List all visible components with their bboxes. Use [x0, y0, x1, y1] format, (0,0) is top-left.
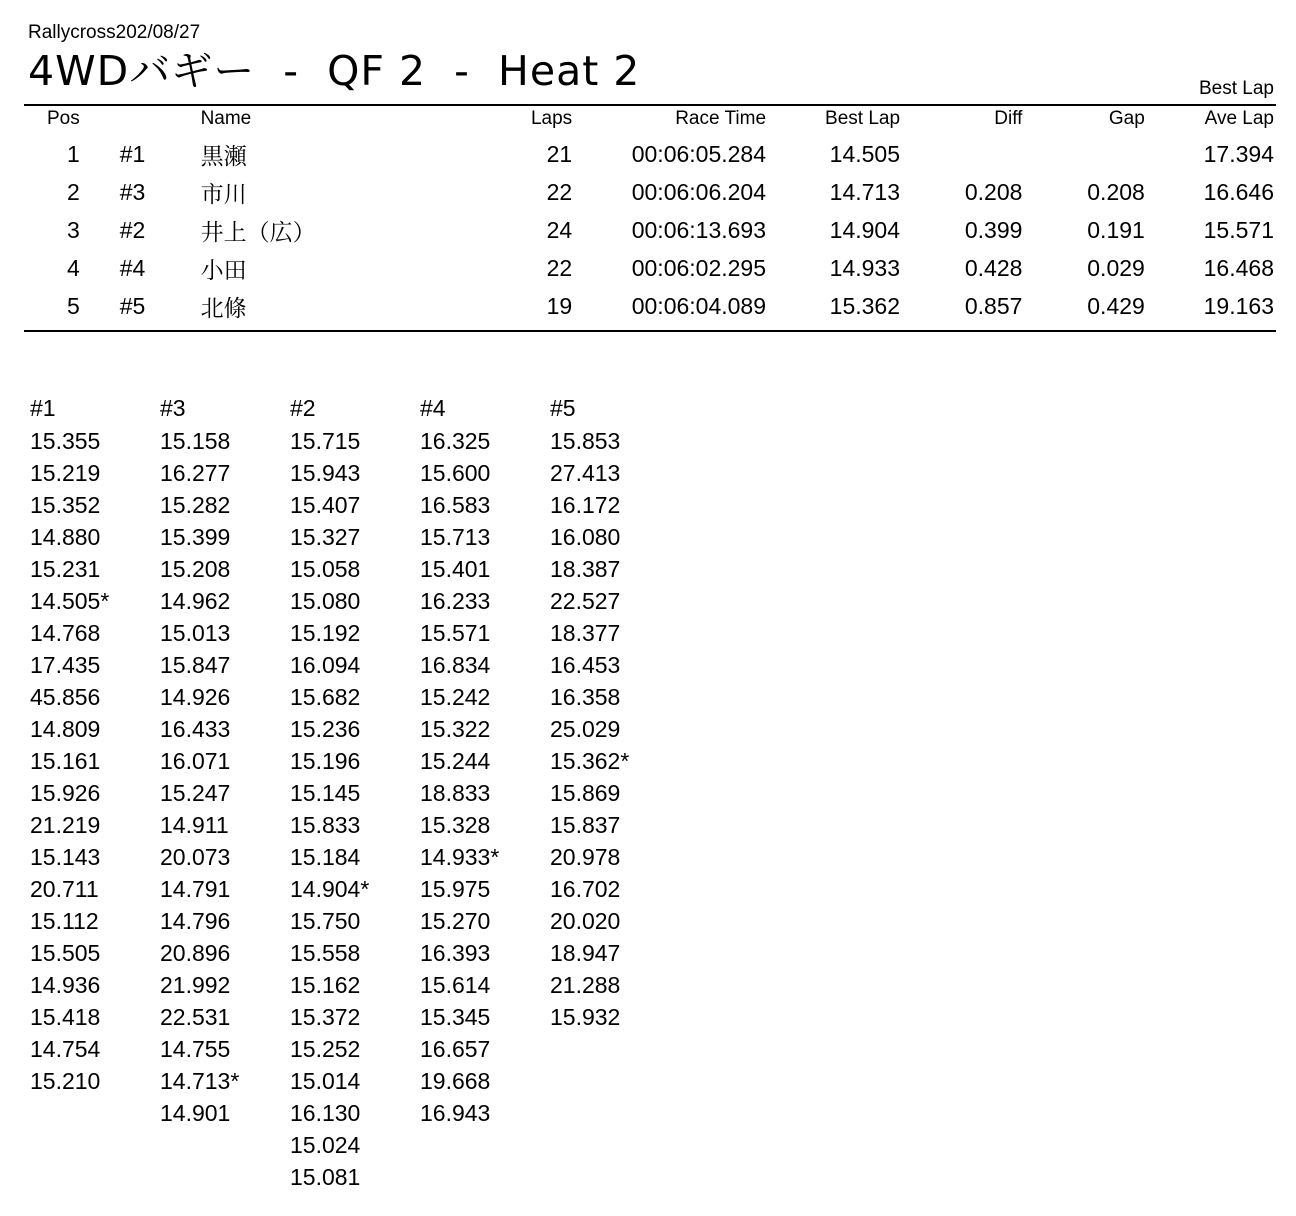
lap-value: 15.614: [420, 972, 491, 998]
lap-value: 15.014: [290, 1068, 361, 1094]
lap-value: 15.600: [420, 460, 491, 486]
lap-value: 16.094: [290, 652, 361, 678]
lap-times-section: [24, 392, 1276, 1193]
cell-gap: 0.429: [1087, 293, 1145, 319]
lap-value: 14.901: [160, 1100, 231, 1126]
lap-value: 15.208: [160, 556, 231, 582]
best-lap-legend: Best Lap: [1199, 78, 1274, 99]
lap-value: 16.358: [550, 684, 621, 710]
lap-column-1: [30, 392, 160, 1193]
cell-laps: 19: [546, 293, 573, 319]
lap-value: 15.399: [160, 524, 231, 550]
lap-value: 18.387: [550, 556, 621, 582]
lap-value: 16.172: [550, 492, 621, 518]
column-header-gap: Gap: [1108, 108, 1145, 129]
cell-car: #5: [119, 293, 146, 319]
cell-ave-lap: 16.468: [1203, 255, 1274, 281]
lap-column-5: [550, 392, 680, 1193]
lap-value: 27.413: [550, 460, 621, 486]
lap-value: 15.345: [420, 1004, 491, 1030]
lap-value: 16.657: [420, 1036, 491, 1062]
lap-value: 16.943: [420, 1100, 491, 1126]
lap-value: 14.755: [160, 1036, 231, 1062]
lap-value: 15.932: [550, 1004, 621, 1030]
cell-best-lap: 14.505: [829, 141, 901, 167]
lap-value: 21.219: [30, 812, 101, 838]
cell-ave-lap: 19.163: [1203, 293, 1274, 319]
cell-race-time: 00:06:06.204: [631, 179, 767, 205]
lap-value: 15.327: [290, 524, 361, 550]
lap-value: 15.418: [30, 1004, 101, 1030]
lap-value: 14.926: [160, 684, 231, 710]
lap-value: 15.196: [290, 748, 361, 774]
column-header-best-lap: Best Lap: [825, 108, 901, 129]
cell-diff: 0.857: [964, 293, 1023, 319]
lap-value: 15.236: [290, 716, 361, 742]
lap-value: 15.210: [30, 1068, 101, 1094]
lap-value: 15.080: [290, 588, 361, 614]
cell-car: #1: [119, 141, 146, 167]
lap-value: 15.558: [290, 940, 361, 966]
column-header-laps: Laps: [530, 108, 573, 129]
lap-value: 16.393: [420, 940, 491, 966]
lap-value: 15.247: [160, 780, 231, 806]
column-header-race-time: Race Time: [675, 108, 767, 129]
lap-column-header: #1: [30, 395, 56, 421]
lap-value: 15.013: [160, 620, 231, 646]
lap-value: 15.713: [420, 524, 491, 550]
lap-value: 15.853: [550, 428, 621, 454]
lap-value: 14.713*: [160, 1068, 240, 1094]
lap-value: 16.702: [550, 876, 621, 902]
lap-column-header: #2: [290, 395, 316, 421]
cell-diff: [900, 136, 1022, 174]
lap-value: 15.715: [290, 428, 361, 454]
lap-value: 21.992: [160, 972, 231, 998]
cell-laps: 21: [546, 141, 573, 167]
lap-value: 15.975: [420, 876, 491, 902]
lap-value: 16.080: [550, 524, 621, 550]
lap-value: 16.130: [290, 1100, 361, 1126]
lap-value: 19.668: [420, 1068, 491, 1094]
lap-value: 15.750: [290, 908, 361, 934]
lap-value: 15.282: [160, 492, 231, 518]
lap-value: 15.505: [30, 940, 101, 966]
lap-value: 14.936: [30, 972, 101, 998]
cell-diff: 0.428: [964, 255, 1023, 281]
lap-value: 16.834: [420, 652, 491, 678]
cell-gap: [1022, 136, 1144, 174]
cell-name: 黒瀬: [200, 144, 247, 170]
lap-value: 22.527: [550, 588, 621, 614]
lap-value: 15.158: [160, 428, 231, 454]
lap-value: 14.505*: [30, 588, 110, 614]
lap-value: 15.081: [290, 1164, 361, 1190]
cell-name: 井上（広）: [200, 220, 316, 246]
divider-bottom: [24, 330, 1276, 332]
lap-value: 15.231: [30, 556, 101, 582]
lap-value: 14.962: [160, 588, 231, 614]
lap-value: 15.058: [290, 556, 361, 582]
lap-value: 18.377: [550, 620, 621, 646]
lap-column-3: [290, 392, 420, 1193]
lap-value: 16.453: [550, 652, 621, 678]
lap-value: 14.809: [30, 716, 101, 742]
cell-pos: 5: [66, 293, 80, 319]
cell-gap: 0.208: [1087, 179, 1145, 205]
cell-ave-lap: 15.571: [1203, 217, 1274, 243]
lap-value: 15.682: [290, 684, 361, 710]
cell-laps: 22: [546, 255, 573, 281]
table-row: [24, 288, 1276, 326]
lap-value: 18.947: [550, 940, 621, 966]
cell-pos: 4: [66, 255, 80, 281]
cell-gap: 0.029: [1087, 255, 1145, 281]
lap-value: 15.926: [30, 780, 101, 806]
column-header-diff: Diff: [994, 108, 1023, 129]
cell-diff: 0.399: [964, 217, 1023, 243]
lap-value: 14.904*: [290, 876, 370, 902]
lap-value: 15.270: [420, 908, 491, 934]
lap-value: 20.073: [160, 844, 231, 870]
cell-ave-lap: 17.394: [1203, 141, 1274, 167]
lap-value: 15.162: [290, 972, 361, 998]
lap-value: 15.571: [420, 620, 491, 646]
event-name: Rallycross202/08/27: [28, 22, 201, 43]
lap-value: 14.911: [160, 812, 229, 838]
lap-value: 17.435: [30, 652, 101, 678]
lap-value: 15.112: [30, 908, 99, 934]
column-header-name: Name: [200, 108, 252, 129]
lap-value: 15.184: [290, 844, 361, 870]
lap-value: 15.943: [290, 460, 361, 486]
lap-value: 15.252: [290, 1036, 361, 1062]
lap-value: 14.880: [30, 524, 101, 550]
lap-value: 14.933*: [420, 844, 500, 870]
cell-pos: 1: [66, 141, 80, 167]
cell-name: 北條: [200, 296, 247, 322]
cell-race-time: 00:06:02.295: [631, 255, 767, 281]
cell-name: 市川: [200, 182, 247, 208]
lap-value: 15.161: [30, 748, 101, 774]
cell-race-time: 00:06:05.284: [631, 141, 767, 167]
lap-value: 15.145: [290, 780, 361, 806]
lap-value: 15.833: [290, 812, 361, 838]
lap-value: 25.029: [550, 716, 621, 742]
lap-value: 20.896: [160, 940, 231, 966]
lap-value: 22.531: [160, 1004, 231, 1030]
cell-car: #4: [119, 255, 146, 281]
lap-value: 20.020: [550, 908, 621, 934]
cell-pos: 3: [66, 217, 80, 243]
lap-value: 15.847: [160, 652, 231, 678]
lap-value: 16.583: [420, 492, 491, 518]
cell-laps: 24: [546, 217, 573, 243]
lap-column-2: [160, 392, 290, 1193]
cell-laps: 22: [546, 179, 573, 205]
lap-value: 15.219: [30, 460, 101, 486]
lap-value: 16.277: [160, 460, 231, 486]
lap-column-header: #4: [420, 395, 446, 421]
lap-value: 20.978: [550, 844, 621, 870]
lap-value: 15.322: [420, 716, 491, 742]
cell-best-lap: 15.362: [829, 293, 901, 319]
lap-value: 15.407: [290, 492, 361, 518]
cell-ave-lap: 16.646: [1203, 179, 1274, 205]
lap-value: 14.754: [30, 1036, 101, 1062]
lap-value: 15.328: [420, 812, 491, 838]
lap-column-4: [420, 392, 550, 1193]
table-header-row: [24, 106, 1276, 136]
lap-value: 15.837: [550, 812, 621, 838]
lap-column-header: #5: [550, 395, 576, 421]
lap-value: 15.242: [420, 684, 491, 710]
lap-value: 15.192: [290, 620, 361, 646]
column-header-ave-lap: Ave Lap: [1204, 108, 1274, 129]
lap-value: 15.143: [30, 844, 101, 870]
cell-car: #3: [119, 179, 146, 205]
table-row: [24, 212, 1276, 250]
cell-best-lap: 14.933: [829, 255, 901, 281]
lap-value: 15.024: [290, 1132, 361, 1158]
lap-value: 15.355: [30, 428, 101, 454]
table-row: [24, 136, 1276, 174]
cell-race-time: 00:06:04.089: [631, 293, 767, 319]
lap-value: 15.352: [30, 492, 101, 518]
lap-value: 14.768: [30, 620, 101, 646]
lap-column-header: #3: [160, 395, 186, 421]
cell-best-lap: 14.713: [829, 179, 901, 205]
column-header-car: [86, 106, 187, 136]
cell-best-lap: 14.904: [829, 217, 901, 243]
title-row: [24, 46, 1276, 100]
lap-value: 16.433: [160, 716, 231, 742]
lap-value: 21.288: [550, 972, 621, 998]
lap-value: 16.233: [420, 588, 491, 614]
lap-value: 20.711: [30, 876, 99, 902]
lap-value: 15.401: [420, 556, 491, 582]
lap-value: 18.833: [420, 780, 491, 806]
lap-value: 15.362*: [550, 748, 630, 774]
page-title: 4WDバギー - QF 2 - Heat 2: [28, 47, 641, 95]
results-table: [24, 106, 1276, 326]
lap-value: 14.791: [160, 876, 231, 902]
lap-value: 15.244: [420, 748, 491, 774]
cell-race-time: 00:06:13.693: [631, 217, 767, 243]
lap-value: 15.869: [550, 780, 621, 806]
lap-value: 45.856: [30, 684, 101, 710]
lap-value: 16.071: [160, 748, 231, 774]
cell-name: 小田: [200, 258, 247, 284]
cell-car: #2: [119, 217, 146, 243]
table-row: [24, 174, 1276, 212]
cell-gap: 0.191: [1087, 217, 1145, 243]
lap-value: 16.325: [420, 428, 491, 454]
cell-pos: 2: [66, 179, 80, 205]
column-header-pos: Pos: [47, 108, 80, 129]
table-row: [24, 250, 1276, 288]
lap-value: 15.372: [290, 1004, 361, 1030]
lap-value: 14.796: [160, 908, 231, 934]
cell-diff: 0.208: [964, 179, 1023, 205]
